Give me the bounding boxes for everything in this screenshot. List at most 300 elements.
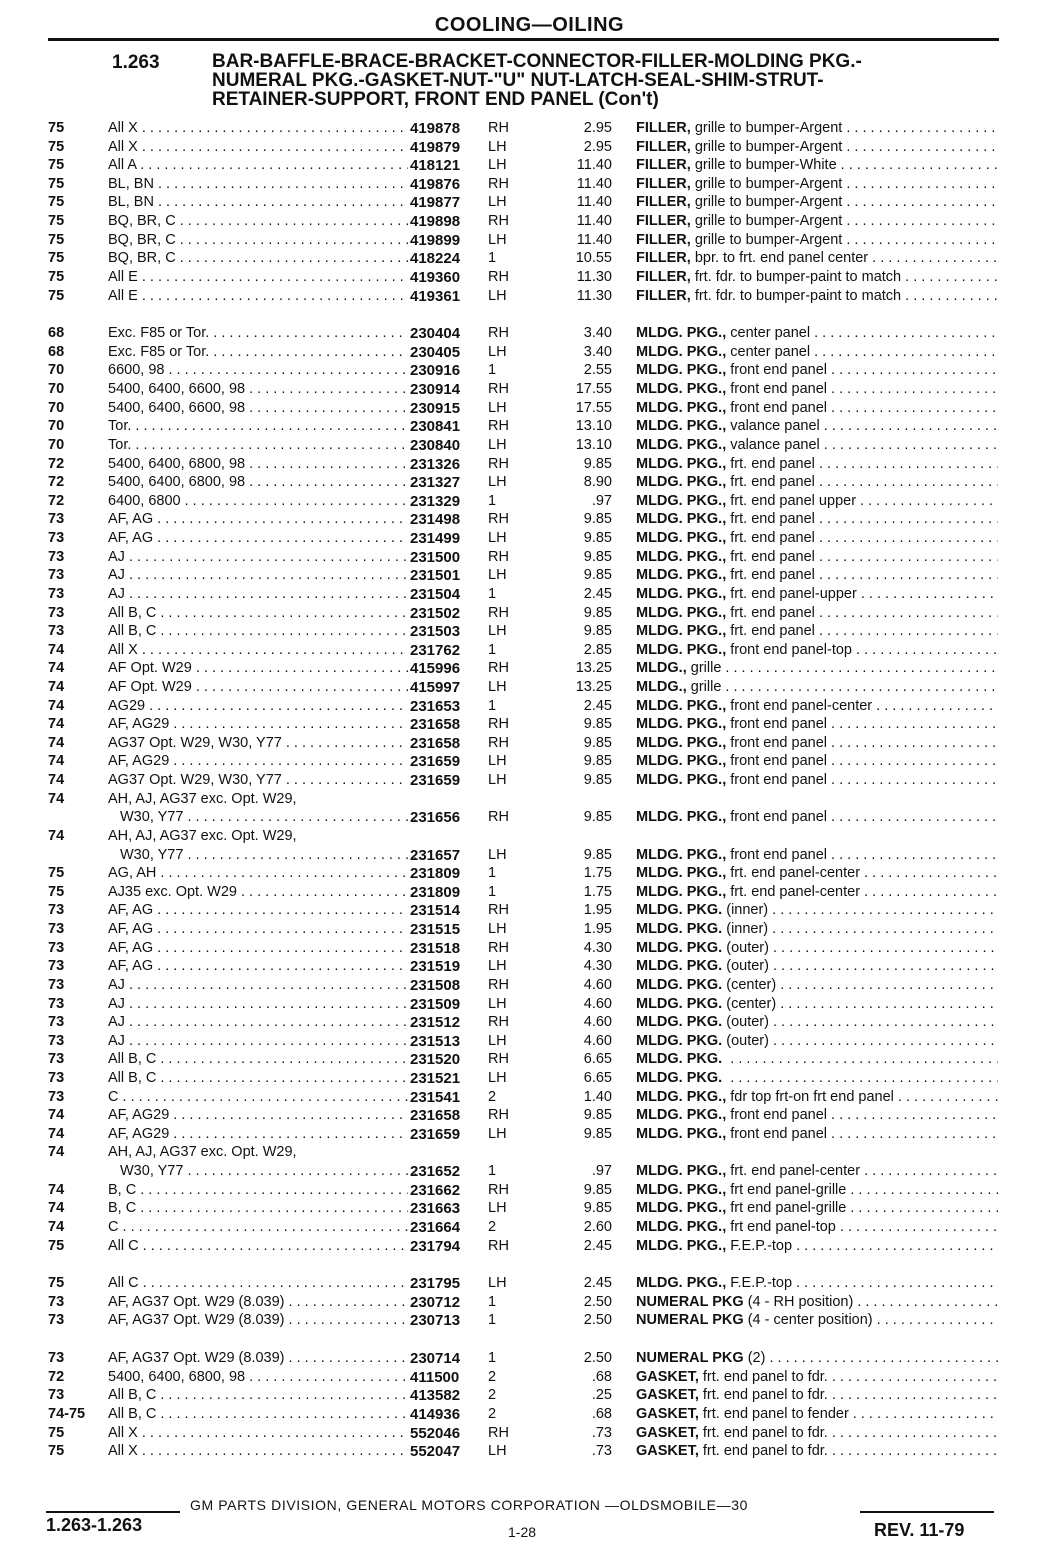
price-cell: 4.30 [583, 958, 612, 975]
table-row-continued [0, 790, 1059, 809]
part-number-cell: 231326 [410, 455, 461, 473]
part-description: (center) [726, 995, 777, 1012]
price-cell: 10.55 [575, 250, 612, 267]
table-row [0, 1424, 1059, 1443]
description-cell [636, 622, 998, 641]
quantity-cell: 1 [488, 250, 497, 267]
part-description: (4 - RH position) [747, 1293, 854, 1310]
part-description: frt. fdr. to bumper-paint to match [694, 287, 902, 304]
table-row [0, 119, 1059, 138]
table-row [0, 808, 1059, 827]
description-cell [636, 585, 998, 604]
part-number-cell: 231327 [410, 474, 461, 492]
model-cell: All B, C . . . [108, 1069, 408, 1088]
model-cell: 6600, 98 . . . [108, 361, 408, 380]
part-name: MLDG. PKG., [636, 734, 727, 751]
part-number-cell: 230712 [410, 1293, 461, 1311]
model-cell: 5400, 6400, 6600, 98 . . . [108, 380, 408, 399]
year-cell: 73 [48, 1088, 65, 1105]
part-number-cell: 413582 [410, 1387, 461, 1405]
model-cell: All B, C . . . [108, 604, 408, 623]
quantity-cell: RH [488, 175, 509, 192]
price-cell: 9.85 [583, 623, 612, 640]
table-row [0, 1237, 1059, 1256]
year-cell: 75 [48, 1237, 65, 1254]
part-name: MLDG. PKG., [636, 1200, 727, 1217]
year-cell: 73 [48, 1312, 65, 1329]
description-cell [636, 1386, 998, 1405]
part-number-cell: 231659 [410, 1125, 461, 1143]
quantity-cell: 2 [488, 1218, 497, 1235]
part-description: front end panel-top [730, 641, 852, 658]
part-description: frt. end panel [730, 455, 815, 472]
part-name: MLDG. PKG. [636, 958, 723, 975]
part-number-cell: 231652 [410, 1163, 461, 1181]
part-name: MLDG. PKG. [636, 939, 723, 956]
model-cell: AF, AG . . . [108, 510, 408, 529]
table-row [0, 659, 1059, 678]
section-title-line-1: BAR-BAFFLE-BRACE-BRACKET-CONNECTOR-FILLER-MOLDING PKG.- [212, 51, 862, 72]
part-name: MLDG. PKG., [636, 1163, 727, 1180]
description-cell [636, 249, 998, 268]
quantity-cell: 1 [488, 865, 497, 882]
price-cell: 17.55 [575, 399, 612, 416]
price-cell: 9.85 [583, 511, 612, 528]
part-name: GASKET, [636, 1368, 699, 1385]
part-description: F.E.P.-top [730, 1237, 793, 1254]
part-name: MLDG. PKG., [636, 1275, 727, 1292]
table-row [0, 1032, 1059, 1051]
model-cell: AF Opt. W29 . . . [108, 659, 408, 678]
year-cell: 75 [48, 865, 65, 882]
part-number-cell: 231513 [410, 1032, 461, 1050]
part-name: MLDG. PKG., [636, 343, 727, 360]
quantity-cell: 1 [488, 883, 497, 900]
table-row [0, 1293, 1059, 1312]
part-description: (outer) [726, 1032, 769, 1049]
price-cell: 4.60 [583, 995, 612, 1012]
quantity-cell: LH [488, 1200, 507, 1217]
quantity-cell: 2 [488, 1088, 497, 1105]
model-cell: AJ . . . [108, 995, 408, 1014]
year-cell: 74 [48, 790, 65, 807]
quantity-cell: LH [488, 1032, 507, 1049]
part-name: FILLER, [636, 120, 691, 136]
part-number-cell: 230404 [410, 325, 461, 343]
part-description: frt. end panel [730, 567, 815, 584]
model-cell: AF, AG37 Opt. W29 (8.039) . . . [108, 1349, 408, 1368]
price-cell: 9.85 [583, 567, 612, 584]
quantity-cell: 1 [488, 362, 497, 379]
description-cell [636, 324, 998, 343]
part-name: MLDG. PKG., [636, 492, 727, 509]
table-row [0, 436, 1059, 455]
price-cell: 11.30 [576, 268, 612, 285]
model-cell: AF, AG29 . . . [108, 1106, 408, 1125]
part-number-cell: 231795 [410, 1275, 461, 1293]
part-name: MLDG. PKG., [636, 548, 727, 565]
year-cell: 73 [48, 567, 65, 584]
year-cell: 73 [48, 604, 65, 621]
model-cell: All E . . . [108, 287, 408, 306]
model-cell: BL, BN . . . [108, 175, 408, 194]
table-row [0, 1386, 1059, 1405]
part-name: MLDG. PKG., [636, 883, 727, 900]
part-number-cell: 231514 [410, 902, 461, 920]
quantity-cell: RH [488, 268, 509, 285]
price-cell: .97 [591, 1163, 612, 1180]
model-cell: AJ . . . [108, 1032, 408, 1051]
part-description: frt. fdr. to bumper-paint to match [694, 268, 902, 285]
part-name: MLDG. PKG., [636, 511, 727, 528]
description-cell [636, 1125, 998, 1144]
table-row [0, 604, 1059, 623]
part-number-cell: 231656 [410, 809, 461, 827]
part-name: MLDG. PKG., [636, 641, 727, 658]
part-description: (outer) [726, 939, 769, 956]
price-cell: 9.85 [583, 734, 612, 751]
part-name: GASKET, [636, 1387, 699, 1404]
table-row [0, 1218, 1059, 1237]
year-cell: 73 [48, 1293, 65, 1310]
description-cell [636, 1405, 998, 1424]
price-cell: 17.55 [575, 381, 612, 398]
part-number-cell: 230405 [410, 343, 461, 361]
part-description: (4 - center position) [747, 1312, 873, 1329]
model-cell: AJ . . . [108, 1013, 408, 1032]
table-row [0, 883, 1059, 902]
quantity-cell: RH [488, 1051, 509, 1068]
part-number-cell: 231519 [410, 958, 461, 976]
price-cell: 3.40 [583, 325, 612, 342]
part-name: FILLER, [636, 157, 691, 174]
description-cell [636, 920, 998, 939]
price-cell: 13.25 [575, 678, 612, 695]
year-cell: 73 [48, 939, 65, 956]
quantity-cell: LH [488, 399, 507, 416]
table-row-continued [0, 827, 1059, 846]
price-cell: 1.95 [583, 921, 612, 938]
part-number-cell: 231498 [410, 511, 461, 529]
model-cell: All X . . . [108, 138, 408, 157]
model-cell: BQ, BR, C . . . [108, 249, 408, 268]
price-cell: 6.65 [583, 1051, 612, 1068]
model-cell: AF, AG . . . [108, 920, 408, 939]
year-cell: 73 [48, 958, 65, 975]
quantity-cell: LH [488, 436, 507, 453]
quantity-cell: RH [488, 548, 509, 565]
description-cell [636, 1274, 998, 1293]
table-row [0, 771, 1059, 790]
description-cell [636, 529, 998, 548]
table-row [0, 752, 1059, 771]
part-name: MLDG., [636, 660, 687, 677]
model-cell: All A . . . [108, 156, 408, 175]
model-cell: AF, AG37 Opt. W29 (8.039) . . . [108, 1293, 408, 1312]
model-cell: AG29 . . . [108, 697, 408, 716]
part-number-cell: 231664 [410, 1218, 461, 1236]
quantity-cell: LH [488, 474, 507, 491]
price-cell: 8.90 [583, 474, 612, 491]
part-name: MLDG. PKG., [636, 567, 727, 584]
part-description: grille to bumper-White [694, 157, 837, 174]
part-number-cell: 231762 [410, 641, 461, 659]
quantity-cell: LH [488, 678, 507, 695]
section-title-line-3: RETAINER-SUPPORT, FRONT END PANEL (Con't) [212, 89, 659, 110]
part-name: FILLER, [636, 138, 691, 155]
quantity-cell: RH [488, 976, 509, 993]
description-cell [636, 119, 998, 138]
quantity-cell: RH [488, 511, 509, 528]
price-cell: 2.50 [583, 1293, 612, 1310]
footer-page-number: 1-28 [508, 1524, 537, 1540]
part-description: valance panel [730, 436, 820, 453]
description-cell [636, 436, 998, 455]
part-name: MLDG. PKG., [636, 1218, 727, 1235]
table-row [0, 1349, 1059, 1368]
part-number-cell: 231659 [410, 772, 461, 790]
part-number-cell: 415996 [410, 660, 461, 678]
price-cell: 11.40 [576, 231, 612, 248]
part-description: front end panel [730, 846, 828, 863]
part-name: MLDG. PKG., [636, 809, 727, 826]
part-number-cell: 231515 [410, 921, 461, 939]
part-description: front end panel [730, 809, 828, 826]
part-description: frt. end panel-upper [730, 585, 857, 602]
model-cell: AG, AH . . . [108, 864, 408, 883]
description-cell [636, 1368, 998, 1387]
part-description: frt. end panel-center [730, 1163, 861, 1180]
model-cell: C . . . [108, 1088, 408, 1107]
model-cell: AH, AJ, AG37 exc. Opt. W29, [108, 1144, 297, 1161]
quantity-cell: LH [488, 1125, 507, 1142]
table-row [0, 268, 1059, 287]
price-cell: 9.85 [583, 809, 612, 826]
table-row [0, 1368, 1059, 1387]
quantity-cell: 1 [488, 1163, 497, 1180]
model-cell: Exc. F85 or Tor. . . . [108, 343, 408, 362]
price-cell: 11.40 [576, 213, 612, 230]
part-number-cell: 230714 [410, 1350, 461, 1368]
part-description: F.E.P.-top [730, 1275, 793, 1292]
price-cell: 9.85 [583, 1200, 612, 1217]
quantity-cell: RH [488, 716, 509, 733]
description-cell [636, 1311, 998, 1330]
part-name: MLDG. PKG., [636, 772, 727, 789]
year-cell: 73 [48, 585, 65, 602]
year-cell: 75 [48, 157, 65, 174]
model-cell: AF, AG . . . [108, 901, 408, 920]
part-number-cell: 231512 [410, 1014, 461, 1032]
year-cell: 72 [48, 492, 65, 509]
model-cell: W30, Y77 . . . [120, 846, 420, 865]
part-number-cell: 230914 [410, 381, 461, 399]
part-name: MLDG. PKG., [636, 716, 727, 733]
table-row [0, 1442, 1059, 1461]
quantity-cell: RH [488, 939, 509, 956]
footer-rule-left [46, 1511, 180, 1513]
description-cell [636, 566, 998, 585]
description-cell [636, 548, 998, 567]
part-number-cell: 419899 [410, 231, 461, 249]
year-cell: 74 [48, 1200, 65, 1217]
model-cell: B, C . . . [108, 1181, 408, 1200]
model-cell: Tor. . . . [108, 436, 408, 455]
model-cell: All B, C . . . [108, 622, 408, 641]
part-number-cell: 414936 [410, 1405, 461, 1423]
part-name: GASKET, [636, 1424, 699, 1441]
part-number-cell: 230915 [410, 399, 461, 417]
quantity-cell: LH [488, 567, 507, 584]
part-description: frt. end panel [730, 548, 815, 565]
part-name: MLDG. PKG., [636, 399, 727, 416]
description-cell [636, 678, 998, 697]
description-cell [636, 287, 998, 306]
table-row [0, 901, 1059, 920]
price-cell: 9.85 [583, 604, 612, 621]
table-row [0, 1405, 1059, 1424]
price-cell: 2.45 [583, 585, 612, 602]
part-number-cell: 231659 [410, 753, 461, 771]
price-cell: 4.60 [583, 1032, 612, 1049]
description-cell [636, 212, 998, 231]
price-cell: 13.10 [575, 436, 612, 453]
part-name: MLDG. PKG. [636, 1070, 723, 1086]
year-cell: 74 [48, 660, 65, 677]
part-description: front end panel [730, 734, 828, 751]
model-cell: W30, Y77 . . . [120, 1162, 420, 1181]
part-name: GASKET, [636, 1443, 699, 1460]
description-cell [636, 864, 998, 883]
table-row [0, 1181, 1059, 1200]
table-row [0, 566, 1059, 585]
table-row [0, 1162, 1059, 1181]
description-cell [636, 1032, 998, 1051]
part-number-cell: 231658 [410, 716, 461, 734]
footer-revision: REV. 11-79 [874, 1520, 965, 1540]
part-number-cell: 411500 [410, 1368, 460, 1386]
model-cell: 6400, 6800 . . . [108, 492, 408, 511]
quantity-cell: 1 [488, 641, 497, 658]
model-cell: All B, C . . . [108, 1386, 408, 1405]
year-cell: 70 [48, 436, 65, 453]
price-cell: .25 [591, 1387, 612, 1404]
table-row [0, 957, 1059, 976]
model-cell: All X . . . [108, 1424, 408, 1443]
table-row [0, 641, 1059, 660]
year-cell: 74 [48, 641, 65, 658]
year-cell: 70 [48, 418, 65, 435]
model-cell: AF Opt. W29 . . . [108, 678, 408, 697]
part-number-cell: 231502 [410, 604, 461, 622]
part-description: (inner) [726, 902, 769, 919]
year-cell: 73 [48, 1014, 65, 1031]
price-cell: .68 [591, 1368, 612, 1385]
price-cell: 4.60 [583, 976, 612, 993]
part-description: (inner) [726, 921, 769, 938]
part-number-cell: 231658 [410, 1107, 461, 1125]
year-cell: 72 [48, 474, 65, 491]
part-number-cell: 231662 [410, 1181, 461, 1199]
year-cell: 73 [48, 902, 65, 919]
quantity-cell: LH [488, 1070, 507, 1086]
year-cell: 75 [48, 175, 65, 192]
part-description: frt. end panel [730, 474, 815, 491]
table-row [0, 175, 1059, 194]
price-cell: 9.85 [583, 1107, 612, 1124]
part-number-cell: 231658 [410, 734, 461, 752]
part-name: MLDG. PKG., [636, 1181, 727, 1198]
quantity-cell: 2 [488, 1405, 497, 1422]
part-number-cell: 231809 [410, 865, 461, 883]
price-cell: 3.40 [583, 343, 612, 360]
year-cell: 74 [48, 697, 65, 714]
quantity-cell: 2 [488, 1387, 497, 1404]
price-cell: 9.85 [583, 753, 612, 770]
description-cell [636, 156, 998, 175]
year-cell: 73 [48, 1070, 65, 1086]
table-row [0, 1106, 1059, 1125]
section-number: 1.263 [112, 52, 160, 73]
table-row [0, 231, 1059, 250]
price-cell: 1.75 [583, 865, 612, 882]
part-name: MLDG. PKG. [636, 902, 723, 919]
model-cell: AJ35 exc. Opt. W29 . . . [108, 883, 408, 902]
quantity-cell: LH [488, 753, 507, 770]
table-row [0, 697, 1059, 716]
part-description: grille [690, 660, 722, 677]
quantity-cell: LH [488, 921, 507, 938]
part-name: NUMERAL PKG [636, 1312, 744, 1329]
quantity-cell: RH [488, 809, 509, 826]
part-name: FILLER, [636, 175, 691, 192]
price-cell: 2.55 [583, 362, 612, 379]
part-description: frt. end panel to fender [702, 1405, 849, 1422]
quantity-cell: RH [488, 604, 509, 621]
year-cell: 74 [48, 1125, 65, 1142]
part-description: center panel [730, 325, 811, 342]
part-description: front end panel [730, 1107, 828, 1124]
part-number-cell: 415997 [410, 678, 461, 696]
description-cell [636, 175, 998, 194]
year-cell: 74 [48, 1144, 65, 1161]
table-row [0, 678, 1059, 697]
part-number-cell: 419879 [410, 138, 461, 156]
part-number-cell: 552046 [410, 1424, 461, 1442]
table-row [0, 156, 1059, 175]
price-cell: 11.40 [576, 175, 612, 192]
table-row [0, 324, 1059, 343]
description-cell [636, 455, 998, 474]
year-cell: 74 [48, 1181, 65, 1198]
model-cell: AJ . . . [108, 566, 408, 585]
price-cell: 11.40 [576, 157, 612, 174]
model-cell: 5400, 6400, 6800, 98 . . . [108, 473, 408, 492]
quantity-cell: LH [488, 1275, 507, 1292]
part-description: valance panel [730, 418, 820, 435]
description-cell [636, 939, 998, 958]
part-number-cell: 231329 [410, 492, 461, 510]
table-row [0, 864, 1059, 883]
table-row [0, 455, 1059, 474]
part-description: grille to bumper-Argent [694, 138, 843, 155]
quantity-cell: RH [488, 418, 509, 435]
part-name: FILLER, [636, 287, 691, 304]
part-description: (outer) [726, 1014, 769, 1031]
footer-rule-right [860, 1511, 994, 1513]
part-number-cell: 418224 [410, 250, 461, 268]
quantity-cell: 1 [488, 1293, 497, 1310]
